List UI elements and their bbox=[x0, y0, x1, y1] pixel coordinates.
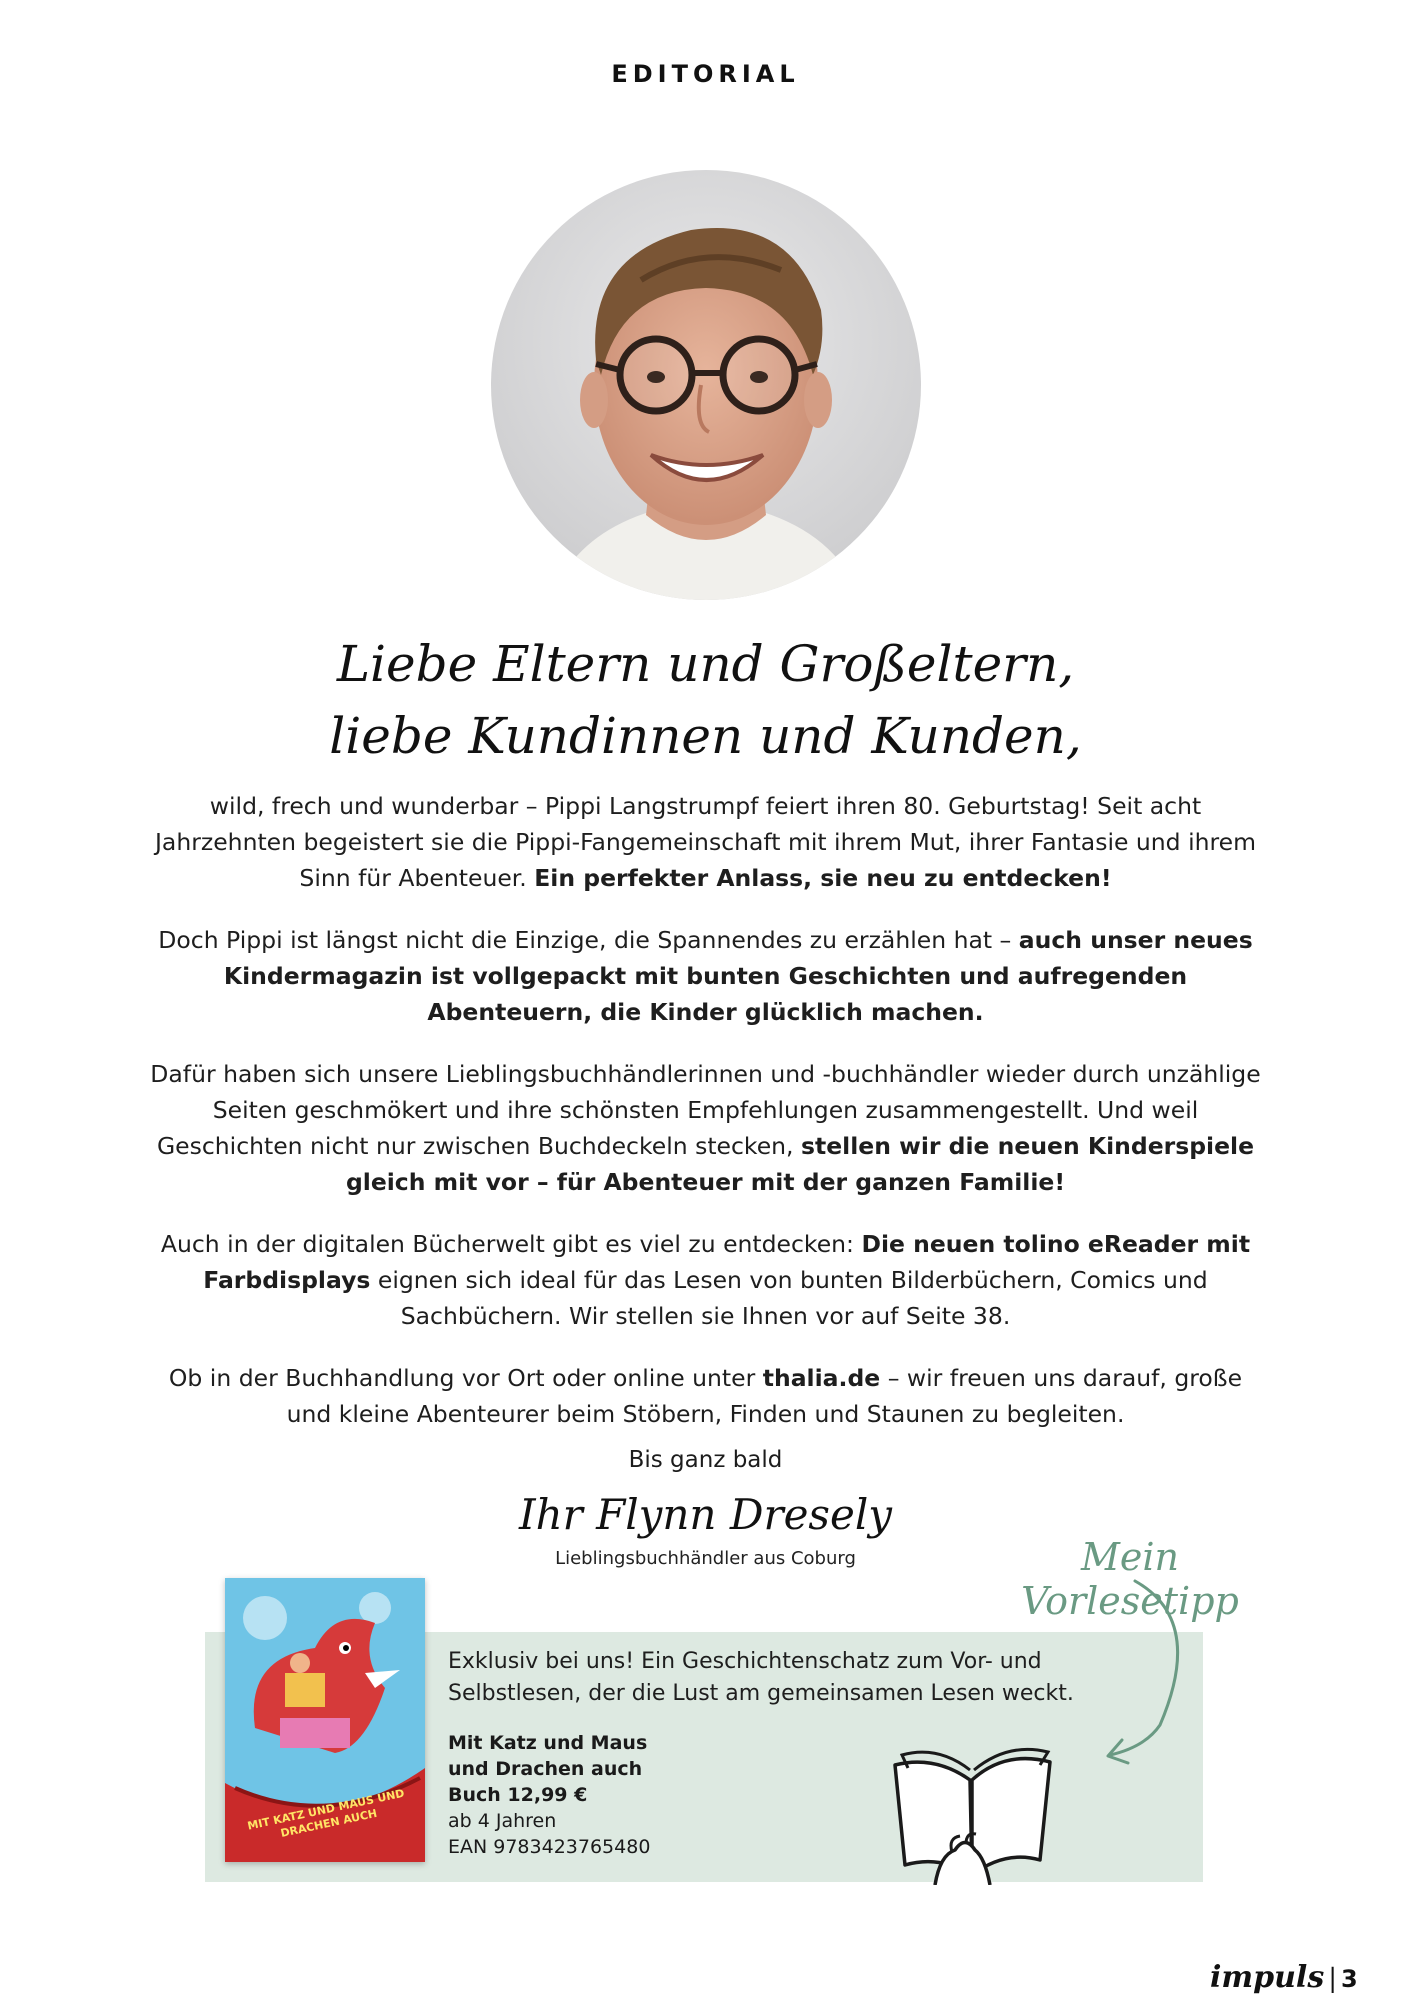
paragraph-emphasis: auch unser neues Kindermagazin ist vollgepackt mit bunten Geschichten und aufregenden Abenteuern, die Kinder glücklich machen. bbox=[223, 926, 1253, 1026]
paragraph-emphasis: Die neuen tolino eReader mit Farbdisplays bbox=[203, 1230, 1251, 1294]
page-number: 3 bbox=[1340, 1965, 1358, 1993]
salutation-line-1: Liebe Eltern und Großeltern, bbox=[336, 635, 1075, 693]
open-book-icon bbox=[880, 1740, 1070, 1885]
book-cover[interactable] bbox=[225, 1578, 425, 1862]
paragraph-text: eignen sich ideal für das Lesen von bunten Bilderbüchern, Comics und Sachbüchern. Wir stellen sie Ihnen vor auf Seite 38. bbox=[370, 1266, 1208, 1330]
footer-brand: impuls bbox=[1210, 1960, 1325, 1995]
paragraph-text: – wir freuen uns darauf, große und kleine Abenteurer beim Stöbern, Finden und Staunen zu begleiten. bbox=[286, 1364, 1243, 1428]
signature-role: Lieblingsbuchhändler aus Coburg bbox=[555, 1548, 856, 1569]
author-portrait bbox=[491, 170, 921, 600]
paragraph-text: Dafür haben sich unsere Lieblingsbuchhändlerinnen und -buchhändler wieder durch unzählige Seiten geschmökert und ihre schönsten Empfehlungen zusammengestellt. Und weil Geschichten nicht nur zwischen Buchdeckeln stecken, bbox=[150, 1060, 1261, 1160]
paragraph-emphasis: thalia.de bbox=[762, 1364, 881, 1392]
curved-arrow-icon bbox=[1090, 1575, 1200, 1775]
book-title-line: Mit Katz und Maus bbox=[448, 1732, 648, 1754]
paragraph-emphasis: Ein perfekter Anlass, sie neu zu entdecken! bbox=[534, 864, 1112, 892]
editorial-body bbox=[150, 788, 1261, 1458]
book-title-line: und Drachen auch bbox=[448, 1758, 643, 1780]
book-title bbox=[448, 1730, 647, 1808]
reading-tip-description: Exklusiv bei uns! Ein Geschichtenschatz zum Vor- und Selbstlesen, der die Lust am gemeinsamen Lesen weckt. bbox=[448, 1649, 1074, 1706]
paragraph-text: wild, frech und wunderbar – Pippi Langstrumpf feiert ihren 80. Geburtstag! Seit acht Jahrzehnten begeistert sie die Pippi-Fangemeinschaft mit ihrem Mut, ihrer Fantasie und ihrem Sinn für Abenteuer. bbox=[155, 792, 1256, 892]
page-footer bbox=[1210, 1960, 1358, 1995]
editorial-paragraph bbox=[150, 1360, 1261, 1432]
book-meta bbox=[448, 1808, 650, 1860]
closing-greeting: Bis ganz bald bbox=[628, 1447, 783, 1473]
book-age: ab 4 Jahren bbox=[448, 1810, 557, 1832]
editorial-paragraph bbox=[150, 1056, 1261, 1200]
section-label: EDITORIAL bbox=[611, 60, 800, 88]
paragraph-emphasis: stellen wir die neuen Kinderspiele gleich mit vor – für Abenteuer mit der ganzen Familie! bbox=[345, 1132, 1255, 1196]
footer-separator: | bbox=[1328, 1964, 1337, 1994]
signature: Ihr Flynn Dresely bbox=[519, 1490, 892, 1539]
salutation-line-2: liebe Kundinnen und Kunden, bbox=[329, 707, 1082, 765]
paragraph-text: Ob in der Buchhandlung vor Ort oder online unter bbox=[168, 1364, 763, 1392]
book-price: Buch 12,99 € bbox=[448, 1784, 588, 1806]
reading-tip-label: Mein Vorlesetipp bbox=[1021, 1535, 1239, 1623]
paragraph-text: Auch in der digitalen Bücherwelt gibt es viel zu entdecken: bbox=[160, 1230, 862, 1258]
salutation bbox=[0, 628, 1411, 772]
paragraph-text: Doch Pippi ist längst nicht die Einzige, die Spannendes zu erzählen hat – bbox=[158, 926, 1019, 954]
editorial-paragraph bbox=[150, 788, 1261, 896]
editorial-paragraph bbox=[150, 1226, 1261, 1334]
editorial-paragraph bbox=[150, 922, 1261, 1030]
book-ean: EAN 9783423765480 bbox=[448, 1836, 651, 1858]
book-cover-title: MIT KATZ UND MAUS UND DRACHEN AUCH bbox=[246, 1786, 406, 1840]
